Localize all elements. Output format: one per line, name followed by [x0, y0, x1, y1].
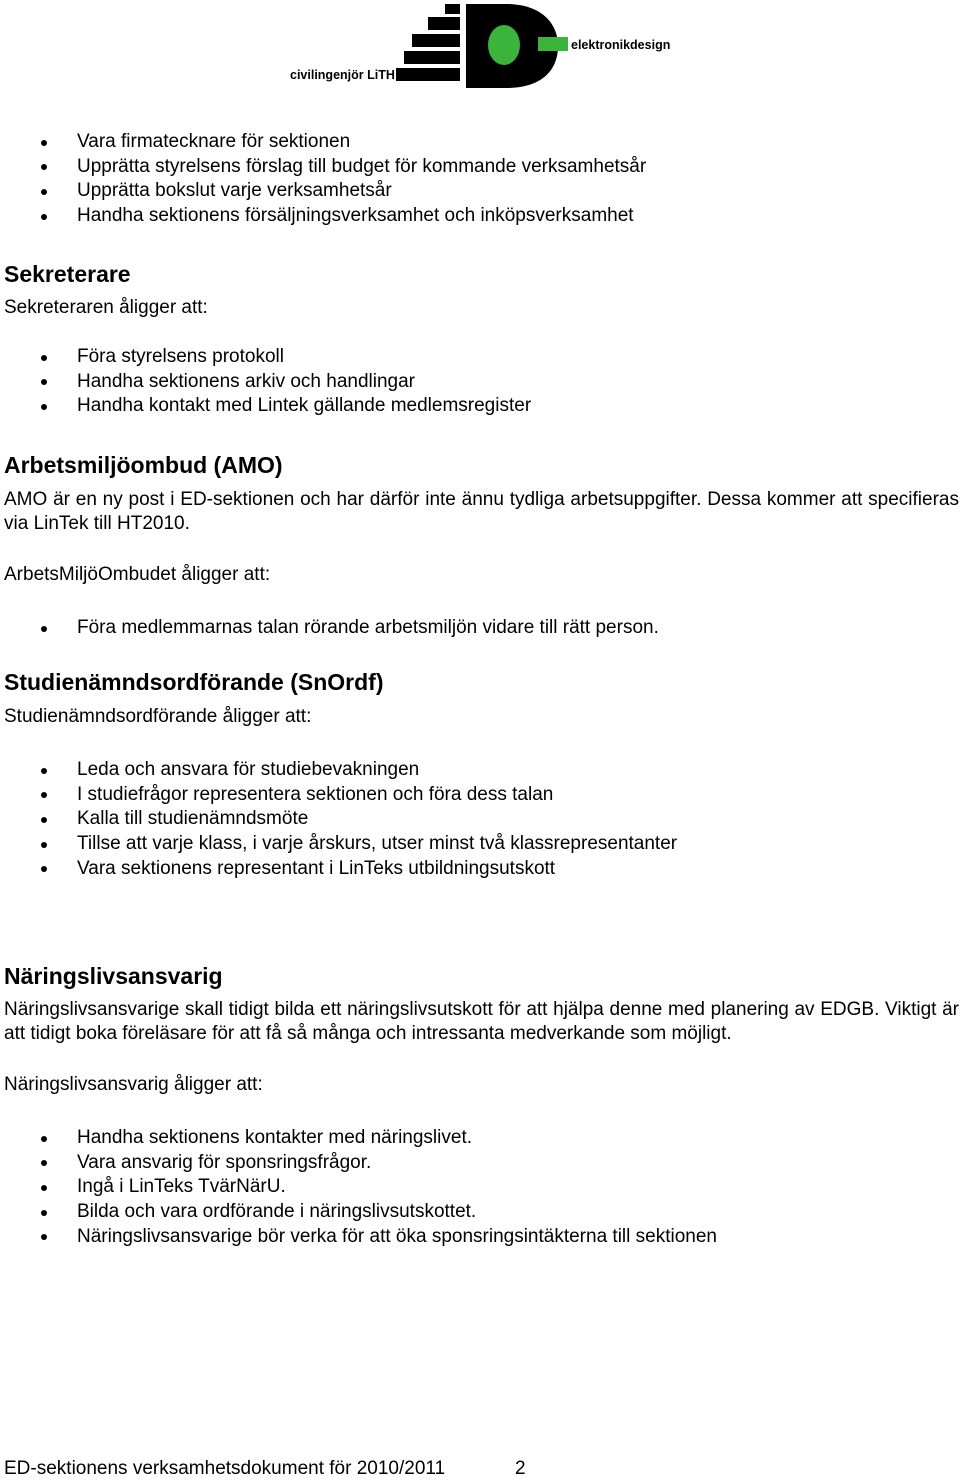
bullet-icon — [41, 404, 47, 410]
list-item: Kalla till studienämndsmöte — [0, 807, 677, 832]
bullet-icon — [41, 866, 47, 872]
logo-right-text: elektronikdesign — [571, 38, 671, 52]
list-item: Tillse att varje klass, i varje årskurs, utser minst två klassrepresentanter — [0, 832, 677, 857]
bullet-icon — [41, 140, 47, 146]
list-item: Handha sektionens försäljningsverksamhet och inköpsverksamhet — [0, 204, 646, 229]
paragraph-amo: AMO är en ny post i ED-sektionen och har därför inte ännu tydliga arbetsuppgifter. Dessa kommer att specifieras via LinTek till HT2010. — [4, 489, 959, 534]
bullet-icon — [41, 626, 47, 632]
page-footer — [4, 1457, 526, 1481]
list-item: Leda och ansvara för studiebevakningen — [0, 758, 677, 783]
bullet-icon — [41, 792, 47, 798]
bullet-icon — [41, 768, 47, 774]
duties-list-continued — [0, 130, 646, 229]
list-item: Föra styrelsens protokoll — [0, 345, 531, 370]
bullet-icon — [41, 164, 47, 170]
bullet-icon — [41, 1136, 47, 1142]
bullet-icon — [41, 1160, 47, 1166]
list-item: Bilda och vara ordförande i näringslivsutskottet. — [0, 1200, 717, 1225]
bullet-icon — [41, 1185, 47, 1191]
list-item: Upprätta styrelsens förslag till budget för kommande verksamhetsår — [0, 155, 646, 180]
list-item: Ingå i LinTeks TvärNärU. — [0, 1175, 717, 1200]
logo-left-text: civilingenjör LiTH — [290, 68, 395, 82]
bullet-icon — [41, 379, 47, 385]
list-item: Vara firmatecknare för sektionen — [0, 130, 646, 155]
bullet-icon — [41, 817, 47, 823]
intro-sekreterare: Sekreteraren åligger att: — [4, 297, 208, 318]
bullet-icon — [41, 842, 47, 848]
duties-list-sekreterare — [0, 345, 531, 419]
paragraph-naringsliv: Näringslivsansvarige skall tidigt bilda ett näringslivsutskott för att hjälpa denne med planering av EDGB. Viktigt är att tidigt boka föreläsare för att få så många och intressanta medverkande som möjligt. — [4, 999, 959, 1044]
list-item: Föra medlemmarnas talan rörande arbetsmiljön vidare till rätt person. — [0, 616, 659, 641]
heading-naringsliv: Näringslivsansvarig — [4, 963, 223, 989]
intro-snordf: Studienämndsordförande åligger att: — [4, 706, 312, 727]
duties-list-naringsliv — [0, 1126, 717, 1250]
logo-green-dot — [488, 25, 520, 65]
intro-amo: ArbetsMiljöOmbudet åligger att: — [4, 564, 271, 585]
bullet-icon — [41, 189, 47, 195]
bullet-icon — [41, 214, 47, 220]
duties-list-amo — [0, 616, 659, 641]
heading-snordf: Studienämndsordförande (SnOrdf) — [4, 669, 384, 695]
bullet-icon — [41, 1234, 47, 1240]
list-item: Handha sektionens kontakter med näringslivet. — [0, 1126, 717, 1151]
list-item: I studiefrågor representera sektionen och föra dess talan — [0, 783, 677, 808]
bullet-icon — [41, 355, 47, 361]
intro-naringsliv: Näringslivsansvarig åligger att: — [4, 1074, 263, 1095]
page-number: 2 — [515, 1458, 526, 1479]
bullet-icon — [41, 1210, 47, 1216]
heading-amo: Arbetsmiljöombud (AMO) — [4, 452, 283, 478]
duties-list-snordf — [0, 758, 677, 882]
list-item: Näringslivsansvarige bör verka för att öka sponsringsintäkterna till sektionen — [0, 1225, 717, 1250]
footer-document-title: ED-sektionens verksamhetsdokument för 2010/2011 — [4, 1458, 446, 1479]
list-item: Vara sektionens representant i LinTeks utbildningsutskott — [0, 857, 677, 882]
list-item: Handha sektionens arkiv och handlingar — [0, 370, 531, 395]
list-item: Handha kontakt med Lintek gällande medlemsregister — [0, 394, 531, 419]
ed-elektronikdesign-logo — [280, 0, 700, 92]
list-item: Upprätta bokslut varje verksamhetsår — [0, 179, 646, 204]
heading-sekreterare: Sekreterare — [4, 261, 131, 287]
list-item: Vara ansvarig för sponsringsfrågor. — [0, 1151, 717, 1176]
